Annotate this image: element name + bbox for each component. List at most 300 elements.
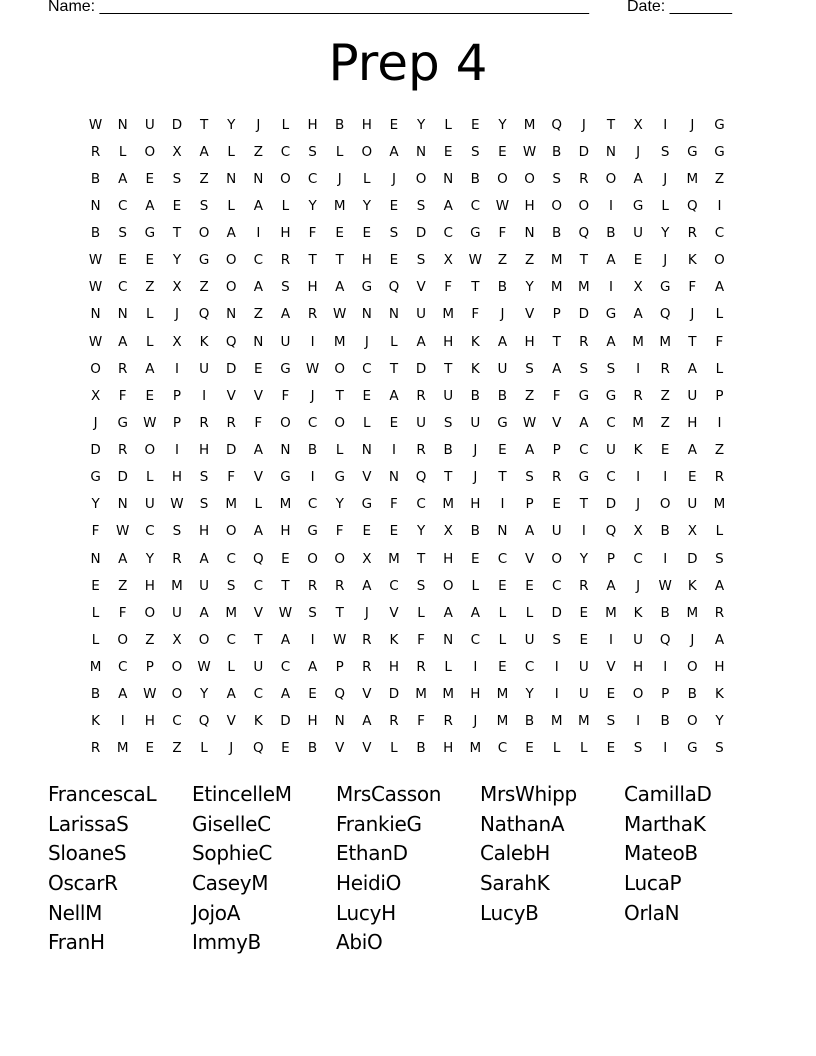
grid-letter[interactable]: R <box>660 360 670 377</box>
grid-letter[interactable]: I <box>310 469 315 486</box>
grid-letter[interactable]: O <box>225 523 237 540</box>
grid-letter[interactable]: S <box>199 469 209 486</box>
grid-letter[interactable]: R <box>280 252 291 269</box>
grid-letter[interactable]: L <box>444 116 452 133</box>
grid-letter[interactable]: P <box>715 387 724 404</box>
grid-letter[interactable]: A <box>280 631 291 648</box>
grid-letter[interactable]: W <box>88 279 103 296</box>
grid-letter[interactable]: K <box>253 713 263 730</box>
grid-letter[interactable]: M <box>713 496 726 513</box>
grid-letter[interactable]: V <box>226 713 236 730</box>
grid-letter[interactable]: B <box>606 225 616 242</box>
grid-letter[interactable]: W <box>495 197 510 214</box>
grid-letter[interactable]: L <box>715 523 724 540</box>
grid-letter[interactable]: T <box>254 631 263 648</box>
grid-letter[interactable]: L <box>498 604 507 621</box>
grid-letter[interactable]: E <box>688 469 697 486</box>
grid-letter[interactable]: A <box>335 279 345 296</box>
grid-letter[interactable]: N <box>280 442 291 459</box>
grid-letter[interactable]: T <box>444 469 453 486</box>
grid-letter[interactable]: G <box>470 225 481 242</box>
grid-letter[interactable]: R <box>416 387 426 404</box>
grid-letter[interactable]: C <box>470 631 481 648</box>
grid-letter[interactable]: Z <box>172 740 182 757</box>
grid-letter[interactable]: A <box>714 279 725 296</box>
grid-letter[interactable]: L <box>390 333 398 350</box>
grid-letter[interactable]: E <box>498 659 507 676</box>
grid-letter[interactable]: J <box>500 306 505 323</box>
grid-letter[interactable]: O <box>144 143 156 160</box>
grid-letter[interactable]: O <box>90 360 101 377</box>
grid-letter[interactable]: R <box>172 550 182 567</box>
grid-letter[interactable]: E <box>660 442 670 459</box>
grid-letter[interactable]: J <box>690 306 695 323</box>
grid-letter[interactable]: M <box>225 496 238 513</box>
grid-letter[interactable]: J <box>364 333 369 350</box>
grid-letter[interactable]: L <box>118 143 127 160</box>
grid-letter[interactable]: W <box>88 333 103 350</box>
grid-letter[interactable]: I <box>608 631 613 648</box>
grid-letter[interactable]: G <box>280 360 291 377</box>
grid-letter[interactable]: R <box>443 713 453 730</box>
grid-letter[interactable]: R <box>199 414 209 431</box>
grid-letter[interactable]: M <box>550 279 563 296</box>
grid-letter[interactable]: E <box>633 252 643 269</box>
grid-letter[interactable]: N <box>226 306 237 323</box>
grid-letter[interactable]: V <box>389 604 399 621</box>
grid-letter[interactable]: C <box>117 659 128 676</box>
grid-letter[interactable]: L <box>363 414 371 431</box>
grid-letter[interactable]: Z <box>660 414 670 431</box>
grid-letter[interactable]: I <box>554 659 559 676</box>
grid-letter[interactable]: M <box>469 740 482 757</box>
grid-letter[interactable]: K <box>470 333 480 350</box>
grid-letter[interactable]: P <box>552 306 561 323</box>
grid-letter[interactable]: J <box>93 414 98 431</box>
grid-letter[interactable]: N <box>90 550 101 567</box>
grid-letter[interactable]: B <box>660 713 670 730</box>
grid-letter[interactable]: U <box>687 496 698 513</box>
grid-letter[interactable]: H <box>198 442 210 459</box>
grid-letter[interactable]: F <box>227 469 236 486</box>
grid-letter[interactable]: S <box>471 143 480 160</box>
grid-letter[interactable]: J <box>636 143 641 160</box>
grid-letter[interactable]: Q <box>686 197 698 214</box>
grid-letter[interactable]: W <box>88 252 103 269</box>
grid-letter[interactable]: X <box>443 252 453 269</box>
grid-letter[interactable]: Q <box>198 713 210 730</box>
grid-letter[interactable]: U <box>443 387 454 404</box>
grid-letter[interactable]: H <box>470 686 481 703</box>
grid-letter[interactable]: E <box>498 143 507 160</box>
grid-letter[interactable]: T <box>498 469 507 486</box>
grid-letter[interactable]: F <box>118 387 127 404</box>
grid-letter[interactable]: I <box>663 116 668 133</box>
grid-letter[interactable]: U <box>524 631 535 648</box>
grid-letter[interactable]: M <box>496 686 509 703</box>
grid-letter[interactable]: V <box>552 414 562 431</box>
grid-letter[interactable]: T <box>308 252 317 269</box>
grid-letter[interactable]: O <box>686 713 698 730</box>
grid-letter[interactable]: V <box>253 604 263 621</box>
grid-letter[interactable]: C <box>117 197 128 214</box>
grid-letter[interactable]: L <box>91 631 100 648</box>
grid-letter[interactable]: D <box>171 116 183 133</box>
grid-letter[interactable]: L <box>200 740 208 757</box>
grid-letter[interactable]: G <box>578 469 590 486</box>
grid-letter[interactable]: E <box>389 252 399 269</box>
grid-letter[interactable]: Q <box>659 306 671 323</box>
grid-letter[interactable]: K <box>687 252 697 269</box>
grid-letter[interactable]: S <box>552 631 561 648</box>
grid-letter[interactable]: V <box>606 659 616 676</box>
grid-letter[interactable]: M <box>279 496 292 513</box>
grid-letter[interactable]: O <box>551 197 562 214</box>
grid-letter[interactable]: I <box>174 360 179 377</box>
grid-letter[interactable]: J <box>690 116 695 133</box>
grid-letter[interactable]: E <box>389 197 399 214</box>
grid-letter[interactable]: U <box>497 360 508 377</box>
grid-letter[interactable]: G <box>90 469 101 486</box>
grid-letter[interactable]: L <box>661 197 669 214</box>
grid-letter[interactable]: U <box>416 306 426 323</box>
grid-letter[interactable]: Y <box>579 550 588 567</box>
grid-letter[interactable]: P <box>172 387 182 404</box>
grid-letter[interactable]: L <box>715 360 724 377</box>
grid-letter[interactable]: J <box>174 306 179 323</box>
grid-letter[interactable]: M <box>333 197 346 214</box>
grid-letter[interactable]: F <box>308 225 317 242</box>
grid-letter[interactable]: Y <box>145 550 154 567</box>
grid-letter[interactable]: L <box>417 604 425 621</box>
grid-letter[interactable]: J <box>663 252 668 269</box>
grid-letter[interactable]: O <box>198 225 210 242</box>
grid-letter[interactable]: I <box>636 360 641 377</box>
grid-letter[interactable]: O <box>714 252 725 269</box>
grid-letter[interactable]: A <box>253 442 263 459</box>
grid-letter[interactable]: V <box>226 387 236 404</box>
grid-letter[interactable]: O <box>144 604 156 621</box>
grid-letter[interactable]: L <box>281 116 290 133</box>
grid-letter[interactable]: U <box>144 116 155 133</box>
grid-letter[interactable]: E <box>145 740 155 757</box>
grid-letter[interactable]: P <box>335 659 344 676</box>
grid-letter[interactable]: C <box>606 469 616 486</box>
grid-letter[interactable]: C <box>497 550 508 567</box>
grid-letter[interactable]: A <box>118 333 128 350</box>
grid-letter[interactable]: S <box>715 740 724 757</box>
grid-letter[interactable]: X <box>362 550 372 567</box>
grid-letter[interactable]: B <box>470 170 480 187</box>
grid-letter[interactable]: O <box>171 659 183 676</box>
grid-letter[interactable]: E <box>254 360 263 377</box>
grid-letter[interactable]: D <box>225 442 237 459</box>
grid-letter[interactable]: E <box>389 116 399 133</box>
grid-letter[interactable]: T <box>172 225 182 242</box>
grid-letter[interactable]: L <box>580 740 588 757</box>
grid-letter[interactable]: Q <box>415 469 427 486</box>
grid-letter[interactable]: N <box>253 170 264 187</box>
grid-letter[interactable]: N <box>524 225 535 242</box>
grid-letter[interactable]: A <box>362 713 372 730</box>
grid-letter[interactable]: F <box>91 523 100 540</box>
grid-letter[interactable]: B <box>90 170 101 187</box>
grid-letter[interactable]: A <box>226 686 236 703</box>
grid-letter[interactable]: U <box>633 225 643 242</box>
grid-letter[interactable]: S <box>525 469 534 486</box>
grid-letter[interactable]: M <box>605 604 617 621</box>
grid-letter[interactable]: W <box>143 414 157 431</box>
grid-letter[interactable]: E <box>308 686 317 703</box>
grid-letter[interactable]: C <box>307 496 318 513</box>
grid-letter[interactable]: P <box>606 550 616 567</box>
grid-letter[interactable]: M <box>442 306 455 323</box>
grid-letter[interactable]: O <box>198 631 210 648</box>
grid-letter[interactable]: F <box>335 523 344 540</box>
grid-letter[interactable]: J <box>636 496 641 513</box>
grid-letter[interactable]: G <box>361 279 373 296</box>
grid-letter[interactable]: D <box>225 360 237 377</box>
grid-letter[interactable]: Y <box>91 496 100 513</box>
grid-letter[interactable]: R <box>117 442 128 459</box>
grid-letter[interactable]: G <box>605 387 617 404</box>
grid-letter[interactable]: A <box>199 143 209 160</box>
grid-letter[interactable]: B <box>307 740 318 757</box>
grid-letter[interactable]: B <box>307 442 318 459</box>
grid-letter[interactable]: J <box>690 631 695 648</box>
grid-letter[interactable]: I <box>554 686 559 703</box>
grid-letter[interactable]: I <box>174 442 179 459</box>
grid-letter[interactable]: J <box>663 170 668 187</box>
grid-letter[interactable]: D <box>415 360 427 377</box>
grid-letter[interactable]: K <box>687 577 697 594</box>
grid-letter[interactable]: T <box>606 116 616 133</box>
grid-letter[interactable]: D <box>578 143 590 160</box>
grid-letter[interactable]: C <box>579 442 589 459</box>
grid-letter[interactable]: G <box>632 197 644 214</box>
grid-letter[interactable]: E <box>525 740 534 757</box>
grid-letter[interactable]: S <box>118 225 127 242</box>
grid-letter[interactable]: L <box>444 659 452 676</box>
grid-letter[interactable]: G <box>714 143 725 160</box>
grid-letter[interactable]: L <box>363 170 371 187</box>
grid-letter[interactable]: C <box>470 197 481 214</box>
grid-letter[interactable]: V <box>524 550 535 567</box>
grid-letter[interactable]: V <box>362 686 372 703</box>
grid-letter[interactable]: B <box>416 740 426 757</box>
grid-letter[interactable]: S <box>660 143 670 160</box>
grid-letter[interactable]: N <box>361 306 372 323</box>
grid-letter[interactable]: J <box>310 387 315 404</box>
grid-letter[interactable]: Z <box>524 387 535 404</box>
grid-letter[interactable]: H <box>280 523 291 540</box>
grid-letter[interactable]: B <box>552 225 562 242</box>
grid-letter[interactable]: Z <box>145 279 155 296</box>
grid-letter[interactable]: D <box>578 306 590 323</box>
grid-letter[interactable]: G <box>117 414 128 431</box>
grid-letter[interactable]: H <box>280 225 291 242</box>
grid-letter[interactable]: O <box>524 170 535 187</box>
grid-letter[interactable]: A <box>524 523 535 540</box>
grid-letter[interactable]: O <box>171 686 183 703</box>
grid-letter[interactable]: D <box>605 496 617 513</box>
grid-letter[interactable]: E <box>335 225 344 242</box>
grid-letter[interactable]: R <box>687 225 697 242</box>
grid-letter[interactable]: A <box>633 306 643 323</box>
grid-letter[interactable]: J <box>581 116 586 133</box>
grid-letter[interactable]: A <box>145 197 155 214</box>
grid-letter[interactable]: T <box>552 333 561 350</box>
grid-letter[interactable]: M <box>225 604 238 621</box>
grid-letter[interactable]: Q <box>334 686 345 703</box>
grid-letter[interactable]: X <box>90 387 101 404</box>
grid-letter[interactable]: R <box>579 577 589 594</box>
grid-letter[interactable]: W <box>333 631 347 648</box>
grid-letter[interactable]: C <box>551 577 562 594</box>
grid-letter[interactable]: I <box>310 333 315 350</box>
grid-letter[interactable]: E <box>443 143 453 160</box>
grid-letter[interactable]: H <box>361 252 372 269</box>
grid-letter[interactable]: A <box>362 577 372 594</box>
grid-letter[interactable]: N <box>605 143 616 160</box>
grid-letter[interactable]: H <box>361 116 372 133</box>
grid-letter[interactable]: Y <box>525 686 534 703</box>
grid-letter[interactable]: N <box>497 523 508 540</box>
grid-letter[interactable]: C <box>253 252 264 269</box>
grid-letter[interactable]: N <box>253 333 264 350</box>
grid-letter[interactable]: I <box>608 279 613 296</box>
grid-letter[interactable]: V <box>416 279 426 296</box>
grid-letter[interactable]: K <box>633 442 643 459</box>
grid-letter[interactable]: T <box>335 387 344 404</box>
grid-letter[interactable]: H <box>524 197 535 214</box>
grid-letter[interactable]: O <box>334 414 345 431</box>
grid-letter[interactable]: F <box>390 496 398 513</box>
grid-letter[interactable]: F <box>281 387 290 404</box>
grid-letter[interactable]: N <box>117 306 128 323</box>
grid-letter[interactable]: A <box>118 550 128 567</box>
grid-letter[interactable]: R <box>90 740 101 757</box>
grid-letter[interactable]: W <box>305 360 320 377</box>
grid-letter[interactable]: U <box>605 442 616 459</box>
grid-letter[interactable]: E <box>281 550 290 567</box>
grid-letter[interactable]: C <box>253 577 264 594</box>
grid-letter[interactable]: F <box>444 279 453 296</box>
grid-letter[interactable]: A <box>416 333 426 350</box>
grid-letter[interactable]: Z <box>497 252 508 269</box>
grid-letter[interactable]: L <box>146 469 154 486</box>
grid-letter[interactable]: A <box>199 604 209 621</box>
grid-letter[interactable]: M <box>442 686 455 703</box>
grid-letter[interactable]: J <box>337 170 342 187</box>
grid-letter[interactable]: F <box>715 333 724 350</box>
grid-letter[interactable]: A <box>226 225 236 242</box>
grid-letter[interactable]: M <box>415 686 427 703</box>
grid-letter[interactable]: L <box>146 306 154 323</box>
grid-letter[interactable]: A <box>118 686 128 703</box>
grid-letter[interactable]: O <box>659 496 671 513</box>
grid-letter[interactable]: Y <box>308 197 317 214</box>
grid-letter[interactable]: R <box>416 659 426 676</box>
grid-letter[interactable]: I <box>663 740 668 757</box>
grid-letter[interactable]: U <box>416 414 426 431</box>
grid-letter[interactable]: Q <box>605 523 617 540</box>
grid-letter[interactable]: P <box>145 659 154 676</box>
grid-letter[interactable]: L <box>227 659 235 676</box>
grid-letter[interactable]: R <box>714 604 725 621</box>
grid-letter[interactable]: M <box>171 577 183 594</box>
grid-letter[interactable]: A <box>687 360 697 377</box>
grid-letter[interactable]: Z <box>145 631 155 648</box>
grid-letter[interactable]: W <box>143 686 157 703</box>
grid-letter[interactable]: A <box>714 577 725 594</box>
grid-letter[interactable]: J <box>473 469 478 486</box>
grid-letter[interactable]: G <box>198 252 210 269</box>
grid-letter[interactable]: Y <box>172 252 182 269</box>
grid-letter[interactable]: U <box>551 523 562 540</box>
grid-letter[interactable]: A <box>579 414 589 431</box>
grid-letter[interactable]: C <box>307 414 318 431</box>
grid-letter[interactable]: Z <box>253 143 263 160</box>
grid-letter[interactable]: O <box>632 686 644 703</box>
grid-letter[interactable]: E <box>172 197 182 214</box>
grid-letter[interactable]: Y <box>715 713 724 730</box>
grid-letter[interactable]: O <box>442 577 454 594</box>
grid-letter[interactable]: L <box>146 333 154 350</box>
grid-letter[interactable]: G <box>307 523 318 540</box>
grid-letter[interactable]: C <box>253 686 264 703</box>
grid-letter[interactable]: Z <box>660 387 670 404</box>
grid-letter[interactable]: C <box>226 631 236 648</box>
grid-letter[interactable]: A <box>118 170 128 187</box>
grid-letter[interactable]: K <box>633 604 643 621</box>
grid-letter[interactable]: A <box>389 387 399 404</box>
grid-letter[interactable]: M <box>550 252 563 269</box>
grid-letter[interactable]: I <box>581 523 586 540</box>
grid-letter[interactable]: G <box>659 279 671 296</box>
grid-letter[interactable]: C <box>117 279 128 296</box>
grid-letter[interactable]: E <box>552 496 561 513</box>
grid-letter[interactable]: Y <box>199 686 209 703</box>
grid-letter[interactable]: E <box>389 414 399 431</box>
grid-letter[interactable]: U <box>171 604 182 621</box>
grid-letter[interactable]: S <box>443 414 453 431</box>
grid-letter[interactable]: M <box>442 496 455 513</box>
grid-letter[interactable]: X <box>633 279 643 296</box>
grid-letter[interactable]: A <box>253 523 263 540</box>
grid-letter[interactable]: G <box>687 740 698 757</box>
grid-letter[interactable]: V <box>362 469 372 486</box>
grid-letter[interactable]: E <box>91 577 100 594</box>
grid-letter[interactable]: R <box>389 713 399 730</box>
grid-letter[interactable]: O <box>225 279 237 296</box>
grid-letter[interactable]: G <box>280 469 291 486</box>
grid-letter[interactable]: A <box>443 604 453 621</box>
grid-letter[interactable]: O <box>225 252 237 269</box>
grid-letter[interactable]: B <box>660 604 670 621</box>
grid-letter[interactable]: T <box>579 496 588 513</box>
grid-letter[interactable]: B <box>470 523 480 540</box>
grid-letter[interactable]: H <box>198 523 210 540</box>
grid-letter[interactable]: K <box>91 713 100 730</box>
grid-letter[interactable]: G <box>144 225 156 242</box>
grid-letter[interactable]: J <box>636 577 641 594</box>
grid-letter[interactable]: D <box>687 550 698 567</box>
grid-letter[interactable]: T <box>688 333 697 350</box>
grid-letter[interactable]: F <box>498 225 507 242</box>
grid-letter[interactable]: F <box>688 279 697 296</box>
grid-letter[interactable]: X <box>633 116 643 133</box>
